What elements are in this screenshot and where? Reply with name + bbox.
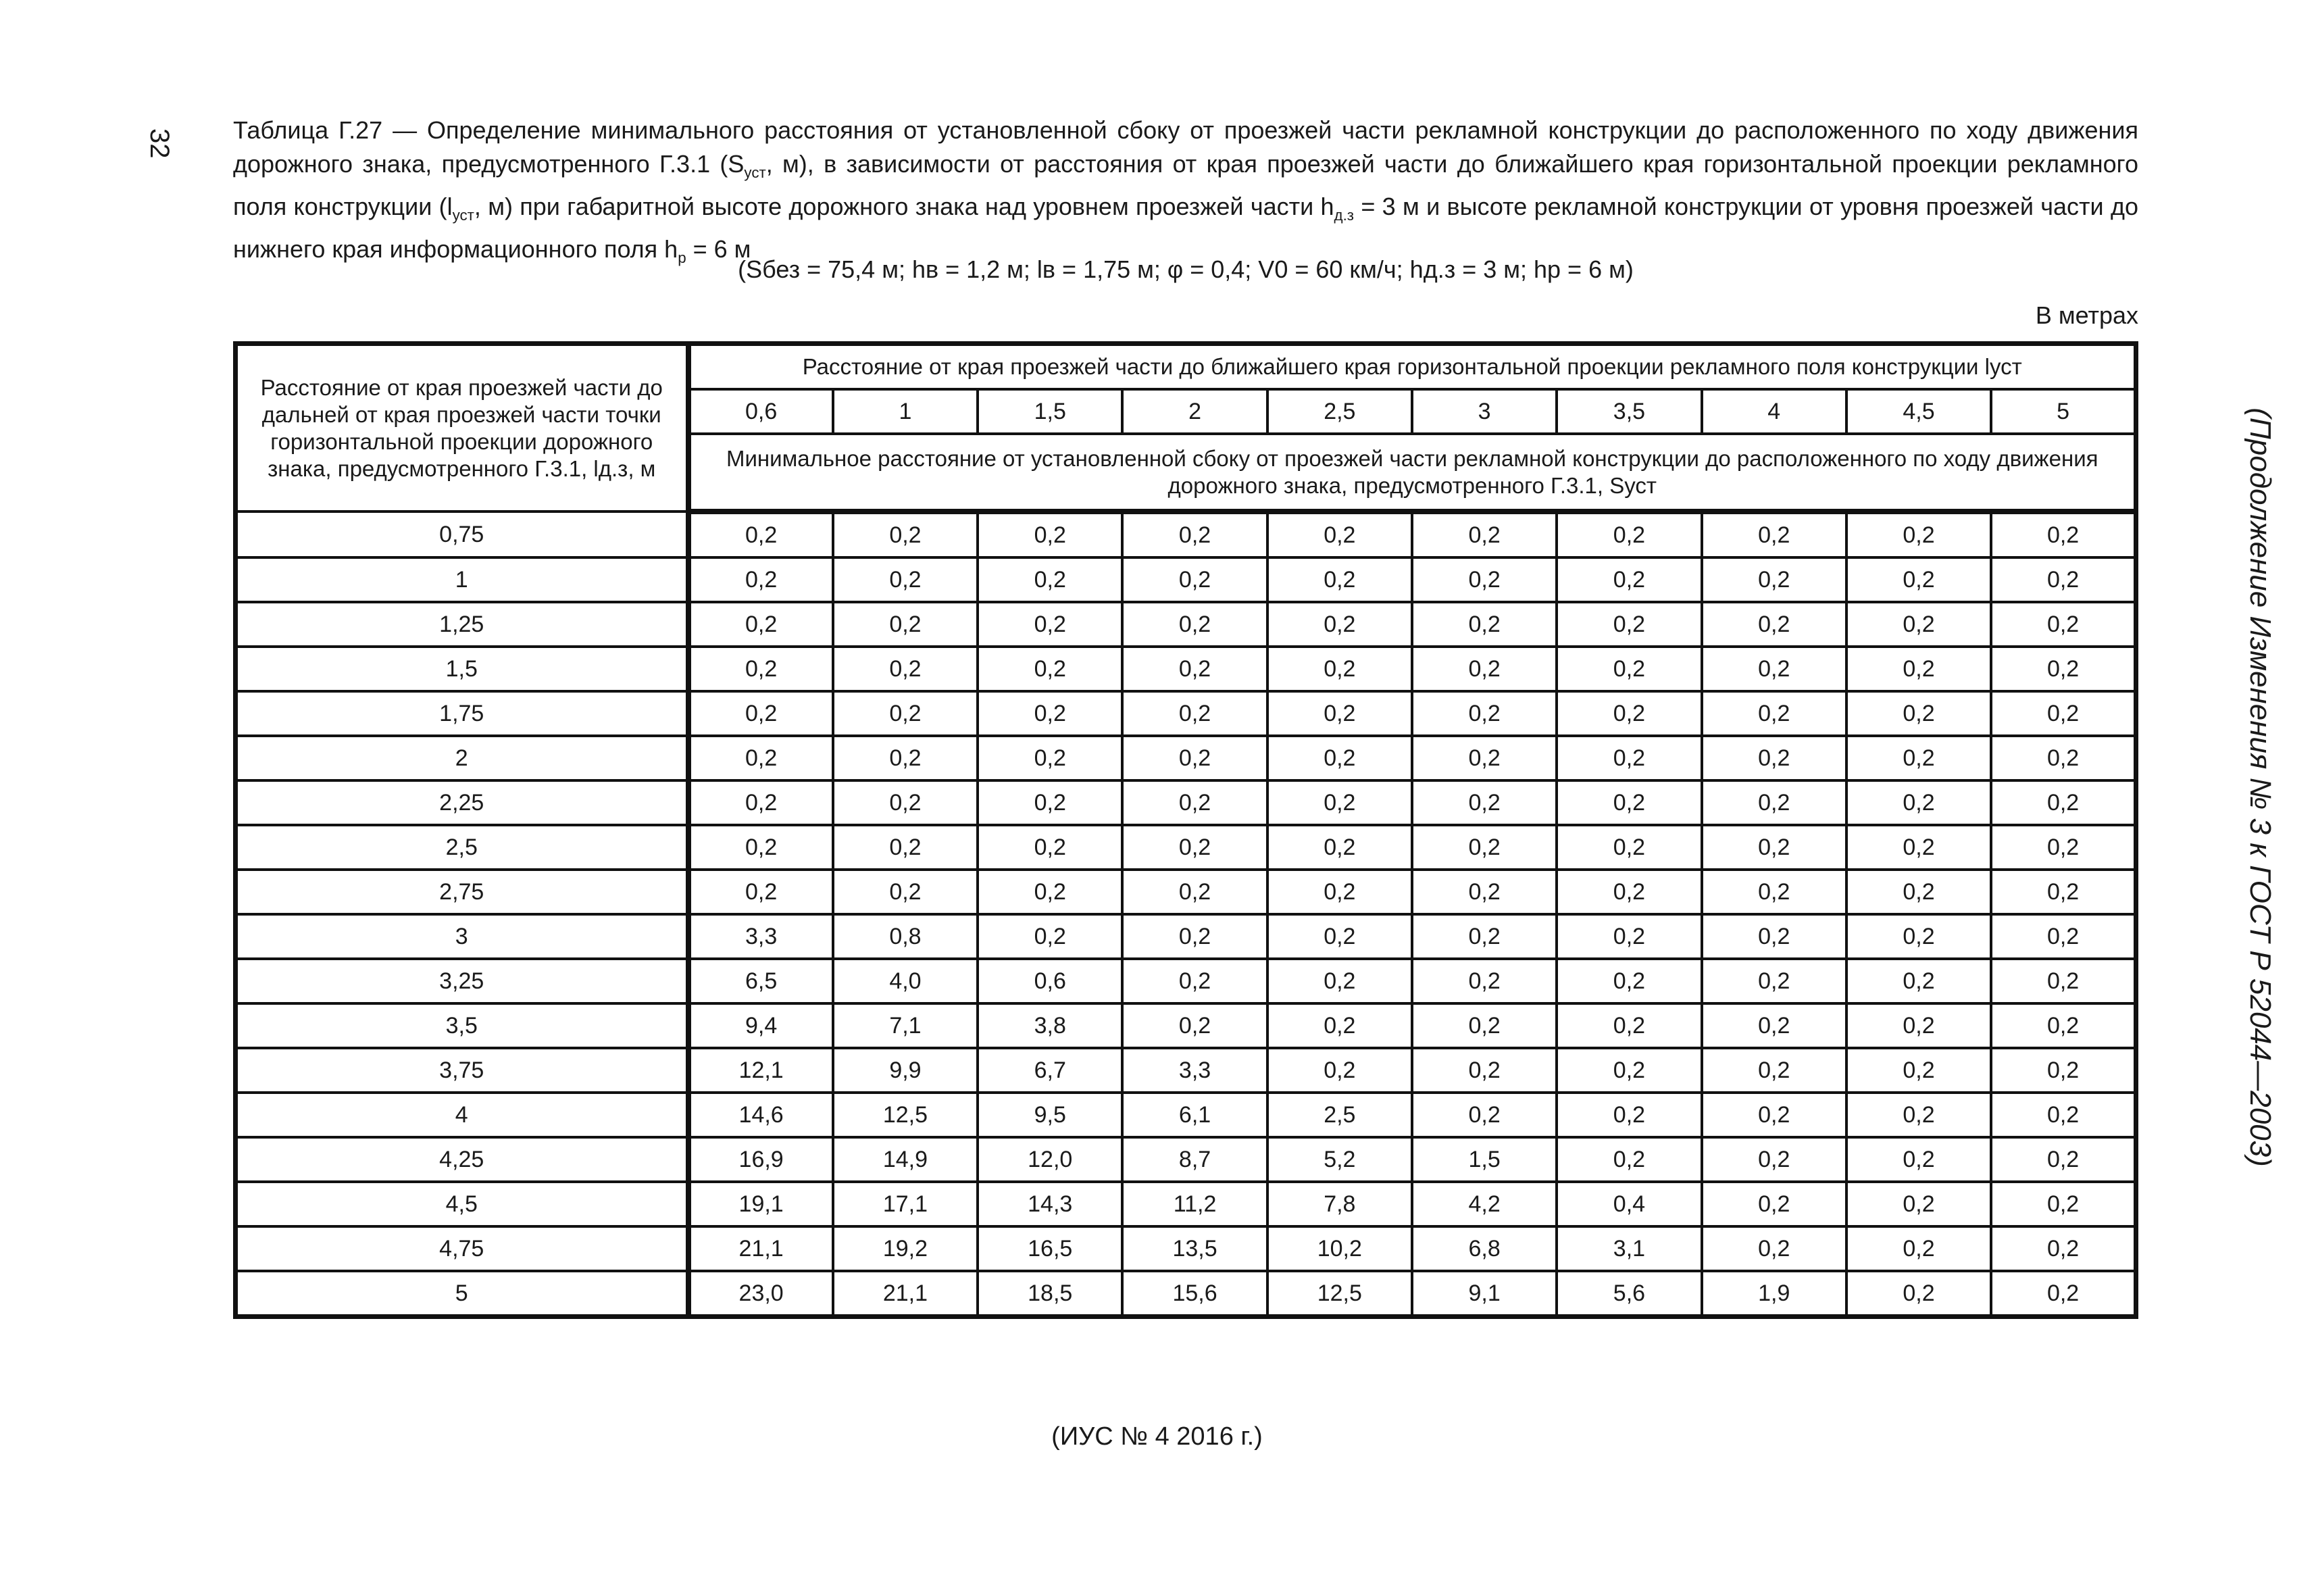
table-row [236,1093,2136,1137]
row-label: 5 [236,1271,688,1317]
table-cell: 3,3 [688,914,833,959]
table-cell: 3,8 [978,1003,1122,1048]
row-label: 3,5 [236,1003,688,1048]
table-cell: 15,6 [1122,1271,1267,1317]
table-cell: 0,2 [1412,780,1557,825]
row-header: Расстояние от края проезжей части до дальней от края проезжей части точки горизонтальной проекции дорожного знака, предусмотренного Г.3.1, lд.з, м [236,344,688,512]
table-cell: 0,2 [1846,780,1991,825]
table-cell: 0,2 [1846,1226,1991,1271]
table-cell: 0,2 [1846,959,1991,1003]
table-cell: 0,6 [978,959,1122,1003]
table-cell: 0,2 [1122,647,1267,691]
table-cell: 0,2 [1991,959,2136,1003]
table-cell: 0,2 [1991,1003,2136,1048]
table-cell: 0,2 [1122,691,1267,736]
table-cell: 0,2 [1557,1048,1701,1093]
side-note: (Продолжение Изменения № 3 к ГОСТ Р 52044—2003) [2244,407,2277,1167]
row-label: 1 [236,557,688,602]
table-cell: 0,2 [1991,557,2136,602]
table-cell: 0,2 [688,691,833,736]
table-caption [233,114,2138,276]
table-row [236,1048,2136,1093]
row-label: 4,5 [236,1182,688,1226]
row-label: 1,25 [236,602,688,647]
row-label: 3 [236,914,688,959]
table-cell: 0,2 [1702,1003,1846,1048]
table-cell: 0,2 [1846,557,1991,602]
table-cell: 0,2 [1412,557,1557,602]
table-cell: 0,2 [1267,1048,1412,1093]
table-cell: 0,2 [1267,780,1412,825]
table-cell: 14,9 [833,1137,978,1182]
table-cell: 0,2 [833,512,978,557]
row-label: 2,75 [236,870,688,914]
table-cell: 0,2 [1557,647,1701,691]
table-cell: 0,2 [1846,914,1991,959]
table-row [236,780,2136,825]
table-cell: 0,2 [1702,870,1846,914]
table-cell: 19,1 [688,1182,833,1226]
table-cell: 0,2 [833,647,978,691]
table-cell: 9,4 [688,1003,833,1048]
table-cell: 0,2 [1122,959,1267,1003]
table-cell: 0,2 [1991,1137,2136,1182]
table-cell: 0,2 [1991,1182,2136,1226]
table-cell: 0,2 [978,780,1122,825]
table-cell: 21,1 [833,1271,978,1317]
table-cell: 16,5 [978,1226,1122,1271]
table-cell: 0,2 [1267,512,1412,557]
table-cell: 1,9 [1702,1271,1846,1317]
row-label: 4 [236,1093,688,1137]
table-cell: 0,2 [1991,512,2136,557]
table-cell: 0,2 [833,602,978,647]
column-header: 1,5 [978,389,1122,434]
table-row [236,1003,2136,1048]
table-cell: 6,8 [1412,1226,1557,1271]
table-cell: 0,2 [1412,1093,1557,1137]
row-label: 2 [236,736,688,780]
table-cell: 0,2 [978,647,1122,691]
table-cell: 0,2 [1557,870,1701,914]
table-cell: 0,2 [1702,825,1846,870]
table-row [236,870,2136,914]
table-cell: 0,2 [1991,825,2136,870]
table-cell: 2,5 [1267,1093,1412,1137]
table-cell: 6,7 [978,1048,1122,1093]
table-cell: 0,2 [1557,1003,1701,1048]
table-row [236,691,2136,736]
table-cell: 0,2 [1846,1003,1991,1048]
table-cell: 0,2 [1122,825,1267,870]
table-cell: 0,2 [833,870,978,914]
table-row [236,647,2136,691]
table-cell: 0,2 [1412,736,1557,780]
table-cell: 0,2 [1122,736,1267,780]
table-cell: 12,0 [978,1137,1122,1182]
table-cell: 0,2 [1412,602,1557,647]
table-cell: 0,2 [1702,512,1846,557]
table-cell: 0,2 [978,914,1122,959]
table-cell: 0,2 [1846,736,1991,780]
table-cell: 0,2 [688,780,833,825]
sub-header: Минимальное расстояние от установленной сбоку от проезжей части рекламной конструкции до расположенного по ходу движения дорожного знака, предусмотренного Г.3.1, Sуст [688,434,2136,512]
table-cell: 0,2 [1122,557,1267,602]
table-cell: 0,2 [1557,691,1701,736]
row-label: 2,25 [236,780,688,825]
table-cell: 0,2 [1846,1182,1991,1226]
table-cell: 0,2 [1702,647,1846,691]
data-table [233,341,2138,1319]
table-cell: 0,2 [1702,1048,1846,1093]
row-label: 2,5 [236,825,688,870]
table-cell: 12,5 [1267,1271,1412,1317]
table-cell: 0,2 [1702,1226,1846,1271]
table-cell: 0,2 [1991,780,2136,825]
table-row [236,1182,2136,1226]
table-cell: 0,2 [1702,1182,1846,1226]
table-cell: 3,1 [1557,1226,1701,1271]
table-cell: 11,2 [1122,1182,1267,1226]
table-cell: 0,2 [1557,780,1701,825]
table-cell: 0,2 [1412,914,1557,959]
table-cell: 0,2 [1122,512,1267,557]
row-label: 4,25 [236,1137,688,1182]
table-cell: 0,2 [833,736,978,780]
table-cell: 0,2 [1702,557,1846,602]
table-cell: 0,2 [1702,1093,1846,1137]
table-cell: 0,2 [1557,1137,1701,1182]
table-cell: 0,2 [1557,602,1701,647]
table-cell: 0,2 [688,557,833,602]
table-cell: 18,5 [978,1271,1122,1317]
table-cell: 0,2 [1846,1137,1991,1182]
table-cell: 0,2 [1122,602,1267,647]
table-cell: 0,2 [1702,736,1846,780]
table-cell: 0,2 [1846,691,1991,736]
table-cell: 12,1 [688,1048,833,1093]
table-cell: 0,2 [1702,602,1846,647]
table-cell: 0,2 [1702,691,1846,736]
footer: (ИУС № 4 2016 г.) [1051,1422,1263,1451]
caption-text-2: , м), в зависимости от расстояния от края проезжей части до ближайшего края горизонтальной проекции рекламного поля конструкции (l [233,150,2138,221]
column-header: 0,6 [688,389,833,434]
table-cell: 0,2 [1267,825,1412,870]
row-label: 0,75 [236,512,688,557]
caption-text-4: = 3 м и высоте рекламной конструкции от уровня проезжей части до нижнего края информационного поля h [233,193,2138,264]
table-cell: 0,2 [1412,825,1557,870]
table-cell: 0,2 [1991,1093,2136,1137]
row-label: 4,75 [236,1226,688,1271]
table-cell: 4,0 [833,959,978,1003]
table-cell: 0,2 [688,512,833,557]
caption-text-1: Таблица Г.27 — Определение минимального расстояния от установленной сбоку от проезжей части рекламной конструкции до расположенного по ходу движения дорожного знака, предусмотренного Г.3.1 (S [233,116,2138,178]
table-cell: 0,2 [688,825,833,870]
table-row [236,736,2136,780]
table-cell: 0,2 [1991,914,2136,959]
table-cell: 4,2 [1412,1182,1557,1226]
table-cell: 0,2 [1122,870,1267,914]
table-row [236,825,2136,870]
table-cell: 0,2 [1267,959,1412,1003]
column-header: 2,5 [1267,389,1412,434]
caption-sub-1: уст [744,164,766,182]
table-row [236,959,2136,1003]
table-cell: 17,1 [833,1182,978,1226]
table-cell: 0,2 [1412,691,1557,736]
group-header: Расстояние от края проезжей части до ближайшего края горизонтальной проекции рекламного поля конструкции lуст [688,344,2136,390]
table-cell: 0,2 [833,691,978,736]
table-cell: 0,2 [1267,1003,1412,1048]
table-row [236,512,2136,557]
parameters-line: (Sбез = 75,4 м; hв = 1,2 м; lв = 1,75 м; φ = 0,4; V0 = 60 км/ч; hд.з = 3 м; hр = 6 м) [738,255,1634,283]
row-label: 1,5 [236,647,688,691]
table-cell: 0,2 [1412,512,1557,557]
table-cell: 0,2 [1557,557,1701,602]
table-cell: 0,2 [1991,736,2136,780]
table-cell: 0,2 [1557,1093,1701,1137]
table-cell: 0,2 [1846,602,1991,647]
table-cell: 0,2 [1267,602,1412,647]
page-number: 32 [145,128,174,159]
table-cell: 5,2 [1267,1137,1412,1182]
table-cell: 0,2 [978,691,1122,736]
table-cell: 16,9 [688,1137,833,1182]
table-cell: 0,2 [1702,780,1846,825]
row-label: 3,75 [236,1048,688,1093]
table-cell: 0,2 [1991,1048,2136,1093]
table-cell: 0,2 [1267,736,1412,780]
table-cell: 0,2 [978,512,1122,557]
table-cell: 0,2 [1846,825,1991,870]
table-cell: 0,2 [1846,1048,1991,1093]
table-cell: 0,2 [1557,914,1701,959]
table-cell: 7,8 [1267,1182,1412,1226]
table-cell: 21,1 [688,1226,833,1271]
table-cell: 0,2 [978,602,1122,647]
table-cell: 3,3 [1122,1048,1267,1093]
table-cell: 19,2 [833,1226,978,1271]
table-cell: 0,2 [833,780,978,825]
table-cell: 14,6 [688,1093,833,1137]
table-cell: 0,2 [1991,602,2136,647]
table-cell: 0,2 [688,870,833,914]
table-cell: 0,2 [688,736,833,780]
caption-text-5: = 6 м [686,235,751,264]
table-cell: 0,2 [1557,736,1701,780]
table-row [236,557,2136,602]
table-cell: 0,2 [1991,1226,2136,1271]
table-cell: 14,3 [978,1182,1122,1226]
table-cell: 0,2 [1412,959,1557,1003]
column-header: 3 [1412,389,1557,434]
caption-text-3: , м) при габаритной высоте дорожного знака над уровнем проезжей части h [474,193,1334,221]
table-cell: 9,5 [978,1093,1122,1137]
table-cell: 0,2 [1412,1048,1557,1093]
table-cell: 0,2 [1412,1003,1557,1048]
table-row [236,1226,2136,1271]
column-header: 4,5 [1846,389,1991,434]
table-cell: 0,2 [1122,914,1267,959]
table-row [236,602,2136,647]
table-cell: 0,2 [1991,691,2136,736]
table-cell: 0,2 [1557,512,1701,557]
table-cell: 10,2 [1267,1226,1412,1271]
table-cell: 0,2 [833,825,978,870]
table-cell: 9,9 [833,1048,978,1093]
table-cell: 0,2 [1991,870,2136,914]
table-cell: 7,1 [833,1003,978,1048]
table-cell: 0,2 [1846,1271,1991,1317]
table-cell: 0,2 [978,825,1122,870]
table-cell: 0,2 [1702,959,1846,1003]
table-cell: 0,2 [1991,1271,2136,1317]
column-header: 2 [1122,389,1267,434]
table-cell: 0,2 [1846,1093,1991,1137]
row-label: 3,25 [236,959,688,1003]
units-note: В метрах [2035,301,2138,329]
table-cell: 0,2 [1267,914,1412,959]
table-cell: 0,2 [1846,647,1991,691]
row-label: 1,75 [236,691,688,736]
table-cell: 0,2 [1267,647,1412,691]
table-cell: 0,2 [1991,647,2136,691]
column-header: 1 [833,389,978,434]
table-cell: 0,8 [833,914,978,959]
table-cell: 8,7 [1122,1137,1267,1182]
table-cell: 0,2 [688,602,833,647]
table-row [236,1137,2136,1182]
table-cell: 9,1 [1412,1271,1557,1317]
table-cell: 0,4 [1557,1182,1701,1226]
table-cell: 23,0 [688,1271,833,1317]
table-cell: 0,2 [1412,647,1557,691]
caption-sub-4: р [678,249,686,267]
table-cell: 5,6 [1557,1271,1701,1317]
column-header: 3,5 [1557,389,1701,434]
caption-sub-2: уст [452,207,474,224]
table-cell: 0,2 [1267,557,1412,602]
table-cell: 0,2 [978,736,1122,780]
table-cell: 0,2 [1702,914,1846,959]
table-cell: 0,2 [1122,1003,1267,1048]
table-row [236,914,2136,959]
table-cell: 13,5 [1122,1226,1267,1271]
table-cell: 0,2 [1412,870,1557,914]
table-cell: 0,2 [1557,825,1701,870]
caption-sub-3: д.з [1334,207,1354,224]
table-cell: 6,5 [688,959,833,1003]
table-cell: 0,2 [1122,780,1267,825]
table-cell: 0,2 [833,557,978,602]
table-cell: 0,2 [1702,1137,1846,1182]
table-cell: 0,2 [1846,512,1991,557]
table-cell: 0,2 [978,870,1122,914]
table-row [236,1271,2136,1317]
table-cell: 1,5 [1412,1137,1557,1182]
table-cell: 12,5 [833,1093,978,1137]
table-cell: 0,2 [978,557,1122,602]
table-cell: 0,2 [1267,691,1412,736]
table-cell: 0,2 [688,647,833,691]
table-cell: 0,2 [1557,959,1701,1003]
table-cell: 0,2 [1267,870,1412,914]
table-cell: 0,2 [1846,870,1991,914]
column-header: 5 [1991,389,2136,434]
table-cell: 6,1 [1122,1093,1267,1137]
column-header: 4 [1702,389,1846,434]
